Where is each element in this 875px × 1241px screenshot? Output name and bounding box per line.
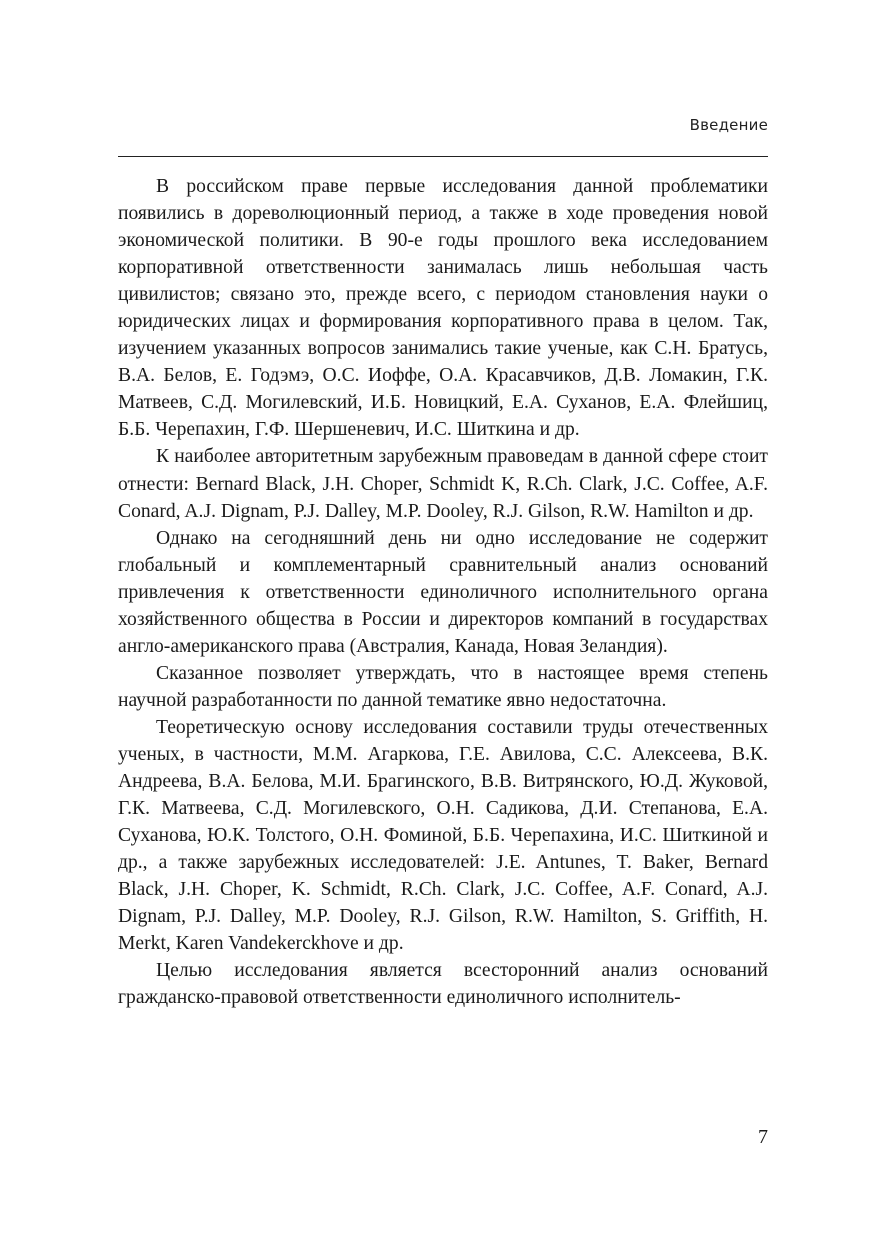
paragraph-history-of-research: В российском праве первые исследования данной проблематики появились в дореволюционный период, а также в ходе проведения новой экономической политики. В 90-е годы прошлого века исследованием корпоративной ответственности занималась лишь небольшая часть цивилистов; связано это, прежде всего, с периодом становления науки о юридических лицах и формирования корпоративного права в целом. Так, изучением указанных вопросов занимались такие ученые, как С.Н. Братусь, В.А. Белов, Е. Годэмэ, О.С. Иоффе, О.А. Красавчиков, Д.В. Ломакин, Г.К. Матвеев, С.Д. Могилевский, И.Б. Новицкий, Е.А. Суханов, Е.А. Флейшиц, Б.Б. Черепахин, Г.Ф. Шершеневич, И.С. Шиткина и др. <box>118 176 768 441</box>
page-body <box>118 173 768 1011</box>
paragraph-insufficient-development: Сказанное позволяет утверждать, что в настоящее время степень научной разработанности по данной тематике явно недостаточна. <box>118 662 768 711</box>
header-divider <box>118 156 768 157</box>
page-number: 7 <box>758 1126 768 1148</box>
paragraph-theoretical-basis: Теоретическую основу исследования составили труды отечественных ученых, в частности, М.М. Агаркова, Г.Е. Авилова, С.С. Алексеева, В.К. Андреева, В.А. Белова, М.И. Брагинского, В.В. Витрянского, Ю.Д. Жуковой, Г.К. Матвеева, С.Д. Могилевского, О.Н. Садикова, Д.И. Степанова, Е.А. Суханова, Ю.К. Толстого, О.Н. Фоминой, Б.Б. Черепахина, И.С. Шиткиной и др., а также зарубежных исследователей: J.E. Antunes, T. Baker, Bernard Black, J.H. Choper, K. Schmidt, R.Ch. Clark, J.C. Coffee, A.F. Conard, A.J. Dignam, P.J. Dalley, M.P. Dooley, R.J. Gilson, R.W. Hamilton, S. Griffith, H. Merkt, Karen Vandekerckhove и др. <box>118 716 768 955</box>
paragraph-foreign-scholars: К наиболее авторитетным зарубежным правоведам в данной сфере стоит отнести: Bernard Black, J.H. Choper, Schmidt K, R.Ch. Clark, J.C. Coffee, A.F. Conard, A.J. Dignam, P.J. Dalley, M.P. Dooley, R.J. Gilson, R.W. Hamilton и др. <box>118 446 768 522</box>
running-head-title: Введение <box>689 116 768 134</box>
paragraph-research-goal: Целью исследования является всесторонний анализ оснований гражданско-правовой ответственности единоличного исполнитель- <box>118 960 768 1009</box>
paragraph-research-gap: Однако на сегодняшний день ни одно исследование не содержит глобальный и комплементарный сравнительный анализ оснований привлечения к ответственности единоличного исполнительного органа хозяйственного общества в России и директоров компаний в государствах англо-американского права (Австралия, Канада, Новая Зеландия). <box>118 527 768 657</box>
